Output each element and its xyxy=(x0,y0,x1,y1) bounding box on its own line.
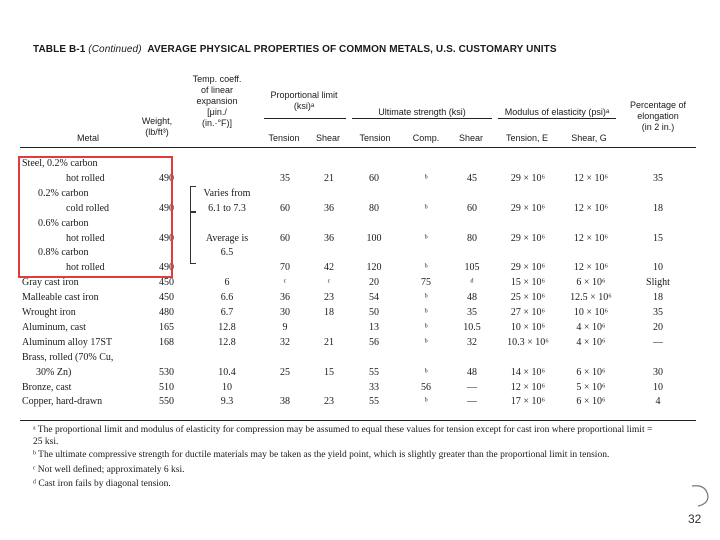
cell-weight: 510 xyxy=(159,381,174,393)
cell-us: — xyxy=(467,381,477,393)
cell-metal: 30% Zn) xyxy=(36,366,72,378)
cell-metal: 0.8% carbon xyxy=(38,247,89,259)
cell-pt: 70 xyxy=(280,262,290,274)
cell-e: 10.3 × 10⁶ xyxy=(507,336,549,348)
cell-e: 27 × 10⁶ xyxy=(510,307,546,318)
table-title xyxy=(33,44,557,55)
cell-pct: 10 xyxy=(653,381,663,393)
header-ult-tension: Tension xyxy=(359,133,391,143)
header-ultimate-strength: Ultimate strength (ksi) xyxy=(378,107,466,117)
cell-ut: 20 xyxy=(369,277,379,289)
cell-metal: hot rolled xyxy=(66,232,105,244)
header-modulus: Modulus of elasticity (psi)ᵃ xyxy=(504,107,610,117)
cell-pct: 20 xyxy=(653,321,663,333)
cell-metal: Wrought iron xyxy=(22,307,76,318)
cell-pt: 36 xyxy=(280,292,290,304)
cell-pt: 60 xyxy=(280,232,290,244)
cell-ps: 21 xyxy=(324,336,334,348)
table-title-text: AVERAGE PHYSICAL PROPERTIES OF COMMON METALS, U.S. CUSTOMARY UNITS xyxy=(147,44,557,55)
header-percent-elongation: Percentage of elongation (in 2 in.) xyxy=(629,100,687,132)
table-continued: (Continued) xyxy=(88,44,142,55)
cell-ps: 18 xyxy=(324,307,334,318)
cell-g: 12 × 10⁶ xyxy=(573,172,609,184)
cell-metal: cold rolled xyxy=(66,202,110,214)
cell-metal: hot rolled xyxy=(66,172,105,184)
cell-g: 10 × 10⁶ xyxy=(573,307,609,318)
cell-ps: 36 xyxy=(324,202,334,214)
bracket-average xyxy=(190,212,196,264)
cell-temp: 6.6 xyxy=(220,292,234,304)
cell-weight: 480 xyxy=(159,307,174,318)
cell-pt: 38 xyxy=(280,396,290,408)
rule-ultimate xyxy=(352,118,492,119)
cell-uc: ᵇ xyxy=(424,202,428,214)
cell-weight: 165 xyxy=(159,321,174,333)
cell-us: — xyxy=(467,396,477,408)
cell-ut: 55 xyxy=(369,366,379,378)
cell-ut: 50 xyxy=(369,307,379,318)
cell-weight: 490 xyxy=(159,232,174,244)
cell-temp: 9.3 xyxy=(220,396,234,408)
table-label: TABLE B-1 xyxy=(33,44,86,55)
cell-pct: 18 xyxy=(653,292,663,304)
page-number: 32 xyxy=(688,512,702,526)
cell-us: 48 xyxy=(467,366,477,378)
cell-e: 29 × 10⁶ xyxy=(510,202,546,214)
cell-weight: 530 xyxy=(159,366,174,378)
cell-g: 4 × 10⁶ xyxy=(576,336,606,348)
cell-e: 17 × 10⁶ xyxy=(510,396,546,408)
cell-weight: 490 xyxy=(159,202,174,214)
bracket-varies xyxy=(190,186,196,212)
cell-us: 10.5 xyxy=(463,321,481,333)
cell-ps: 21 xyxy=(324,172,334,184)
cell-us: 105 xyxy=(464,262,480,274)
cell-ps: 42 xyxy=(324,262,334,274)
cell-uc: 75 xyxy=(421,277,431,289)
cell-e: 29 × 10⁶ xyxy=(510,262,546,274)
cell-pt: ᶜ xyxy=(283,277,287,289)
cell-pct: 15 xyxy=(653,232,663,244)
cell-ut: 55 xyxy=(369,396,379,408)
cell-weight: 490 xyxy=(159,172,174,184)
cell-metal: Copper, hard-drawn xyxy=(22,396,103,408)
header-ult-comp: Comp. xyxy=(412,133,440,143)
highlight-box xyxy=(18,156,173,278)
cell-ps: 15 xyxy=(324,366,334,378)
cell-uc: ᵇ xyxy=(424,172,428,184)
cell-uc: ᵇ xyxy=(424,262,428,274)
header-weight: Weight, (lb/ft³) xyxy=(141,116,173,137)
cell-g: 4 × 10⁶ xyxy=(576,321,606,333)
cell-e: 25 × 10⁶ xyxy=(510,292,546,304)
cell-us: 60 xyxy=(467,202,477,214)
cell-weight: 450 xyxy=(159,292,174,304)
cell-pt: 35 xyxy=(280,172,290,184)
footnote-b: ᵇ The ultimate compressive strength for ductile materials may be taken as the yield point, which is slightly greater than the proportional limit in tension. xyxy=(33,450,610,460)
cell-us: ᵈ xyxy=(470,277,474,289)
cell-g: 6 × 10⁶ xyxy=(576,277,606,289)
cell-e: 29 × 10⁶ xyxy=(510,232,546,244)
cell-temp: 12.8 xyxy=(218,321,236,333)
cell-uc: ᵇ xyxy=(424,307,428,318)
cell-ut: 120 xyxy=(366,262,382,274)
cell-us: 32 xyxy=(467,336,477,348)
cell-weight: 168 xyxy=(159,336,174,348)
cell-temp: Varies from xyxy=(203,187,251,199)
cell-metal: Aluminum alloy 17ST xyxy=(22,336,112,348)
footnote-c: ᶜ Not well defined; approximately 6 ksi. xyxy=(33,465,185,475)
cell-ps: ᶜ xyxy=(327,277,331,289)
cell-ps: 23 xyxy=(324,292,334,304)
cell-pct: 30 xyxy=(653,366,663,378)
cell-uc: ᵇ xyxy=(424,396,428,408)
cell-pct: — xyxy=(653,336,663,348)
cell-metal: Bronze, cast xyxy=(22,381,72,393)
table-bottom-rule xyxy=(20,420,696,421)
cell-ut: 56 xyxy=(369,336,379,348)
page-curl-icon xyxy=(688,482,712,508)
header-prop-shear: Shear xyxy=(315,133,341,143)
header-metal: Metal xyxy=(76,133,99,143)
cell-pct: 35 xyxy=(653,172,663,184)
cell-pct: 35 xyxy=(653,307,663,318)
cell-temp: 6 xyxy=(224,277,230,289)
cell-ps: 23 xyxy=(324,396,334,408)
cell-temp: 6.7 xyxy=(220,307,234,318)
cell-temp: Average is xyxy=(205,232,249,244)
cell-ut: 100 xyxy=(366,232,382,244)
cell-weight: 550 xyxy=(159,396,174,408)
cell-e: 10 × 10⁶ xyxy=(510,321,546,333)
header-ult-shear: Shear xyxy=(458,133,484,143)
cell-uc: ᵇ xyxy=(424,366,428,378)
cell-ps: 36 xyxy=(324,232,334,244)
cell-temp: 6.1 to 7.3 xyxy=(208,202,246,214)
header-mod-shear: Shear, G xyxy=(571,133,607,143)
cell-g: 6 × 10⁶ xyxy=(576,396,606,408)
cell-metal: hot rolled xyxy=(66,262,105,274)
cell-g: 12 × 10⁶ xyxy=(573,262,609,274)
cell-metal: Gray cast iron xyxy=(22,277,79,289)
header-mod-tension: Tension, E xyxy=(505,133,549,143)
cell-pt: 9 xyxy=(282,321,288,333)
rule-modulus xyxy=(498,118,616,119)
cell-ut: 60 xyxy=(369,172,379,184)
cell-pt: 60 xyxy=(280,202,290,214)
cell-pct: 4 xyxy=(655,396,661,408)
cell-uc: 56 xyxy=(421,381,431,393)
header-temp-coeff: Temp. coeff. of linear expansion [μin./ (in.·°F)] xyxy=(192,74,242,128)
cell-g: 12 × 10⁶ xyxy=(573,232,609,244)
header-proportional-limit: Proportional limit (ksi)ᵃ xyxy=(270,90,338,111)
header-bottom-rule xyxy=(20,147,696,148)
cell-us: 80 xyxy=(467,232,477,244)
cell-metal: 0.6% carbon xyxy=(38,217,89,229)
footnote-d: ᵈ Cast iron fails by diagonal tension. xyxy=(33,479,171,489)
cell-ut: 80 xyxy=(369,202,379,214)
cell-ut: 54 xyxy=(369,292,379,304)
cell-pct: 10 xyxy=(653,262,663,274)
cell-e: 29 × 10⁶ xyxy=(510,172,546,184)
cell-pt: 30 xyxy=(280,307,290,318)
cell-us: 45 xyxy=(467,172,477,184)
cell-pct: Slight xyxy=(646,277,670,289)
cell-us: 48 xyxy=(467,292,477,304)
cell-temp: 6.5 xyxy=(220,247,234,259)
cell-pt: 32 xyxy=(280,336,290,348)
cell-weight: 450 xyxy=(159,277,174,289)
rule-proportional xyxy=(264,118,346,119)
header-prop-tension: Tension xyxy=(268,133,300,143)
cell-ut: 33 xyxy=(369,381,379,393)
cell-uc: ᵇ xyxy=(424,232,428,244)
cell-g: 12.5 × 10⁶ xyxy=(570,292,612,304)
cell-temp: 12.8 xyxy=(218,336,236,348)
cell-temp: 10 xyxy=(222,381,232,393)
cell-pt: 25 xyxy=(280,366,290,378)
cell-g: 12 × 10⁶ xyxy=(573,202,609,214)
cell-ut: 13 xyxy=(369,321,379,333)
cell-e: 12 × 10⁶ xyxy=(510,381,546,393)
cell-metal: Brass, rolled (70% Cu, xyxy=(22,351,114,363)
cell-temp: 10.4 xyxy=(218,366,236,378)
cell-g: 6 × 10⁶ xyxy=(576,366,606,378)
cell-uc: ᵇ xyxy=(424,292,428,304)
cell-e: 15 × 10⁶ xyxy=(510,277,546,289)
cell-metal: Steel, 0.2% carbon xyxy=(22,158,98,169)
cell-us: 35 xyxy=(467,307,477,318)
cell-e: 14 × 10⁶ xyxy=(510,366,546,378)
cell-metal: 0.2% carbon xyxy=(38,187,89,199)
cell-weight: 490 xyxy=(159,262,174,274)
cell-uc: ᵇ xyxy=(424,321,428,333)
cell-metal: Malleable cast iron xyxy=(22,292,99,304)
cell-g: 5 × 10⁶ xyxy=(576,381,606,393)
cell-metal: Aluminum, cast xyxy=(22,321,86,333)
footnote-a: ᵃ The proportional limit and modulus of elasticity for compression may be assumed to equal these values for tension except for cast iron where proportional limit = 25 ksi. xyxy=(33,425,653,447)
cell-uc: ᵇ xyxy=(424,336,428,348)
cell-pct: 18 xyxy=(653,202,663,214)
